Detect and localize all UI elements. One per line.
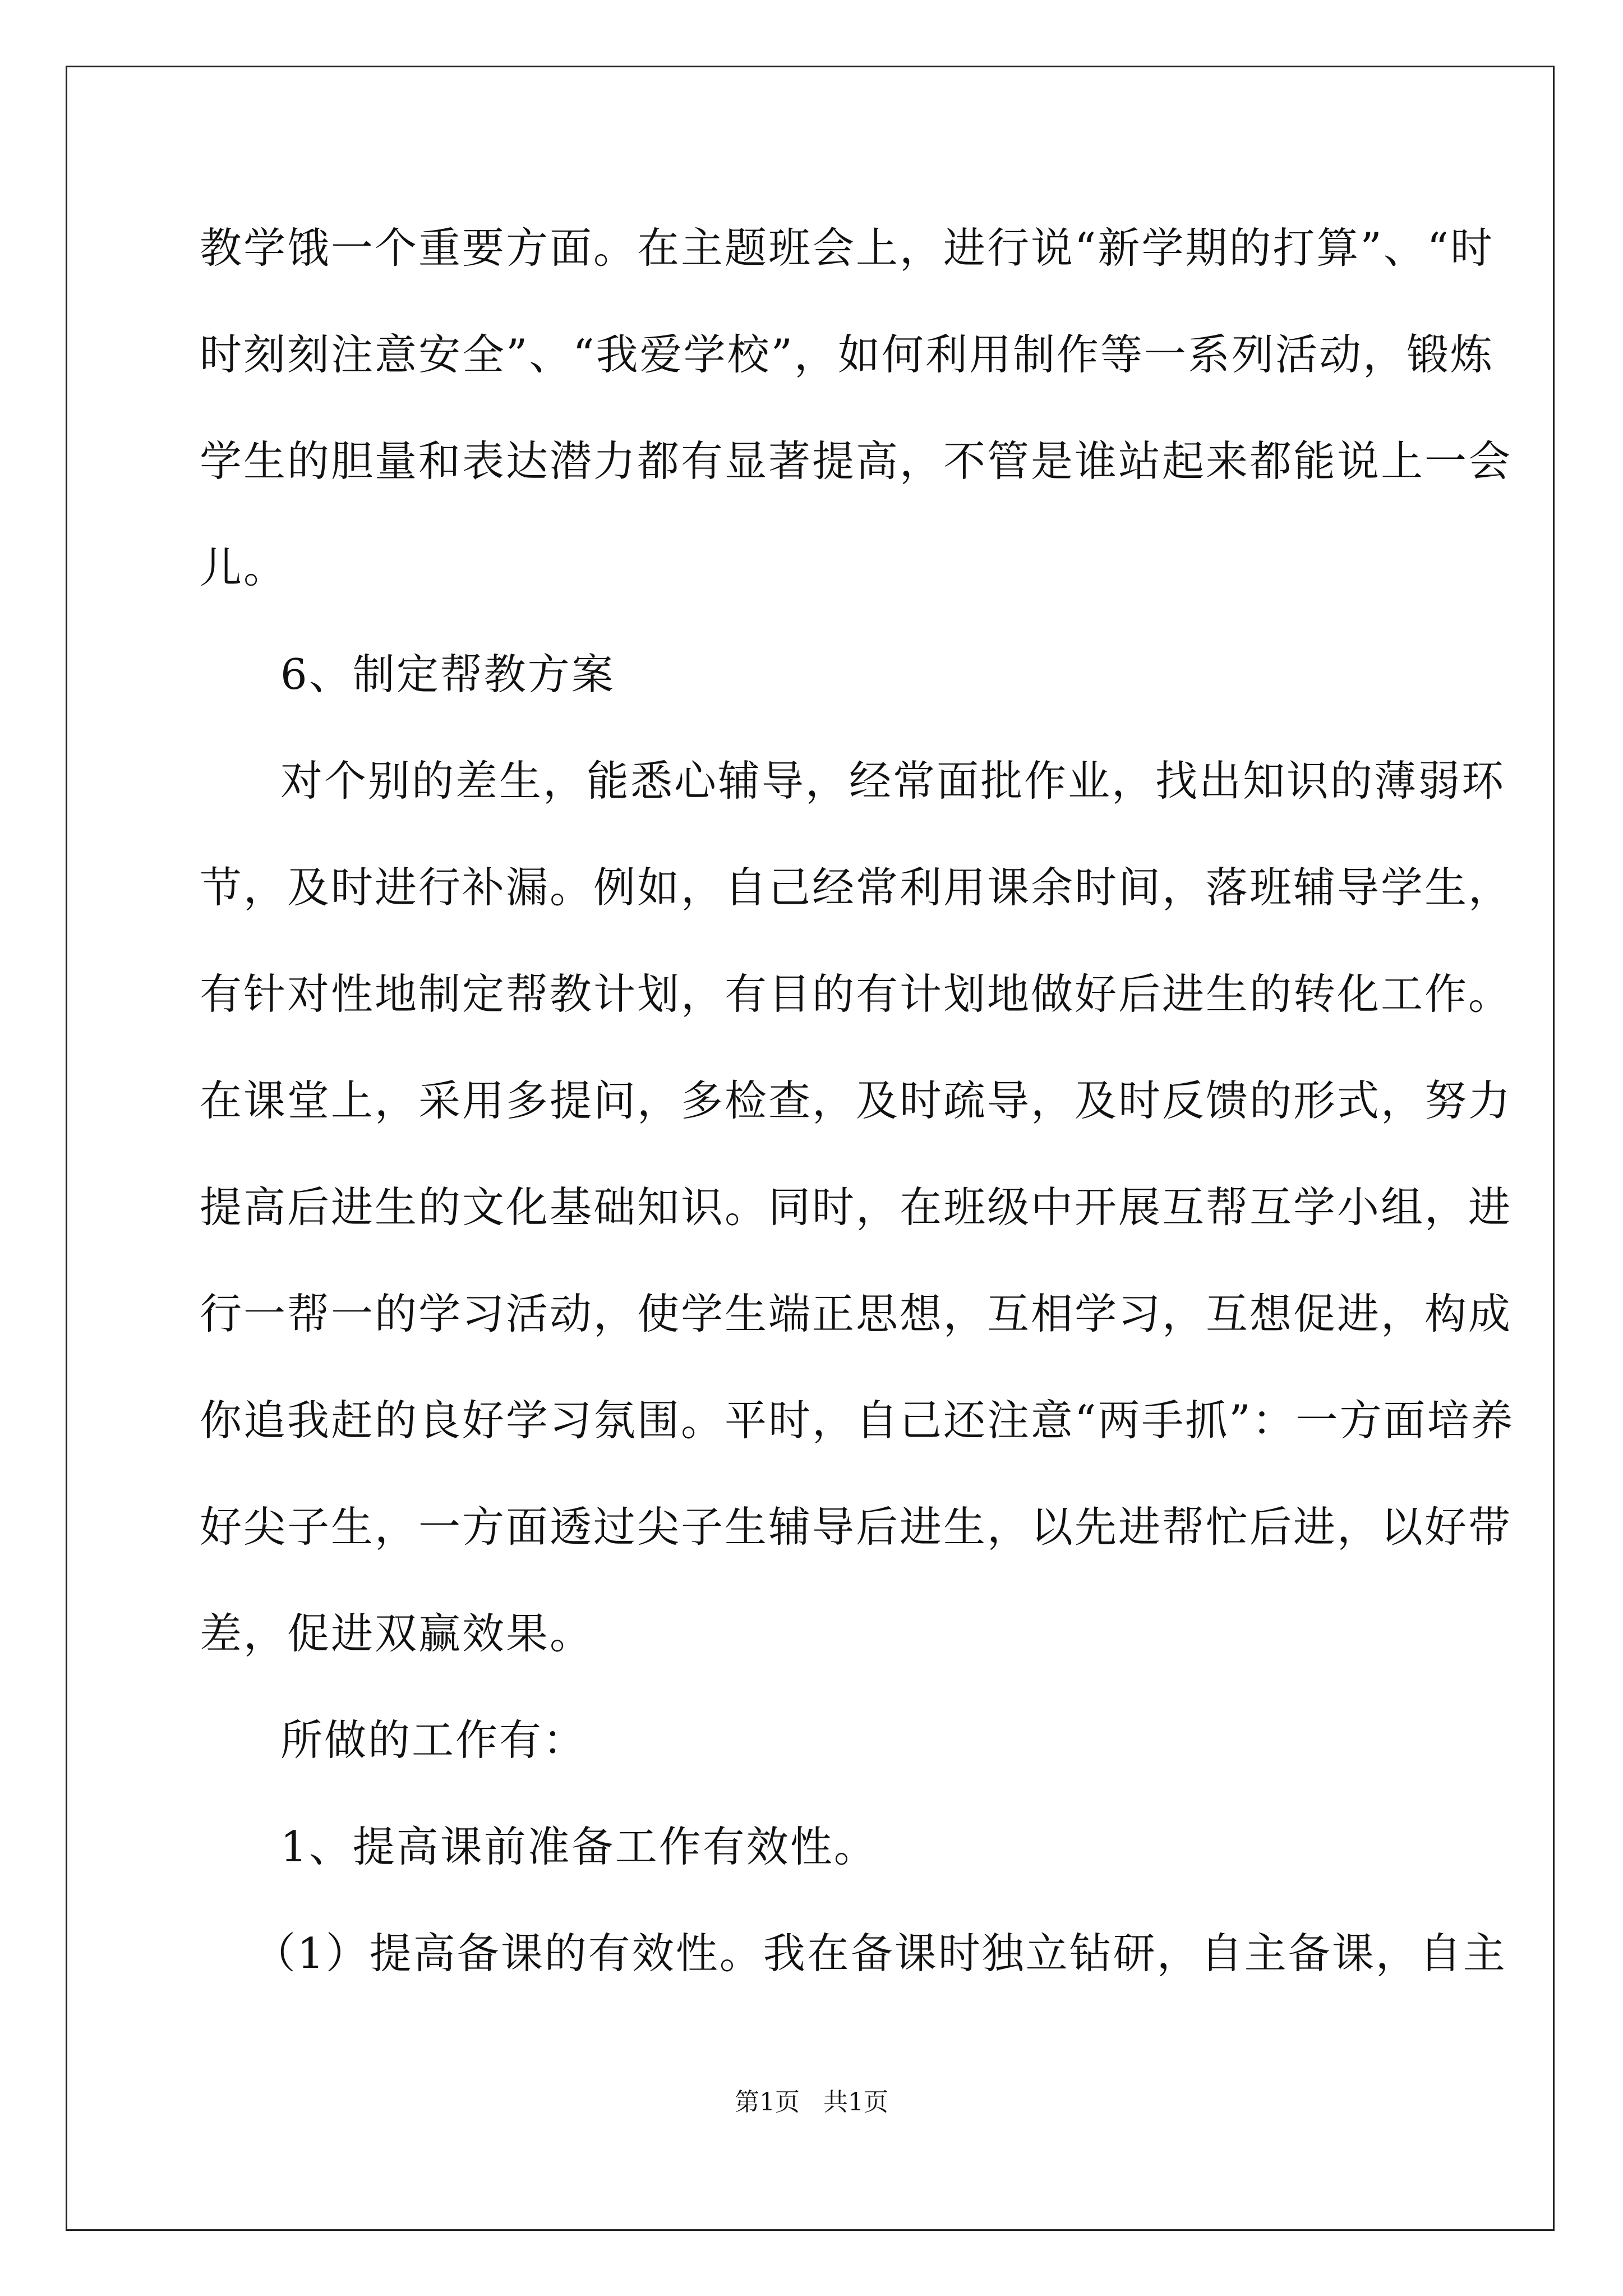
paragraph-line: 在课堂上，采用多提问，多检查，及时疏导，及时反馈的形式，努力 xyxy=(200,1076,1513,1125)
paragraph-line: 学生的胆量和表达潜力都有显著提高，不管是谁站起来都能说上一会 xyxy=(200,436,1513,486)
paragraph-line: 好尖子生，一方面透过尖子生辅导后进生，以先进帮忙后进，以好带 xyxy=(200,1502,1513,1552)
page-number-footer: 第1页 共1页 xyxy=(735,2088,888,2116)
paragraph-line: 节，及时进行补漏。例如，自己经常利用课余时间，落班辅导学生， xyxy=(200,863,1513,912)
paragraph-line: 有针对性地制定帮教计划，有目的有计划地做好后进生的转化工作。 xyxy=(200,969,1513,1019)
paragraph-line: 教学饿一个重要方面。在主题班会上，进行说“新学期的打算”、“时 xyxy=(200,223,1495,273)
list-item: 1、提高课前准备工作有效性。 xyxy=(280,1822,878,1871)
paragraph-line: 儿。 xyxy=(200,543,288,592)
paragraph-line: 时刻刻注意安全”、“我爱学校”，如何利用制作等一系列活动，锻炼 xyxy=(200,330,1495,379)
paragraph-line: 提高后进生的文化基础知识。同时，在班级中开展互帮互学小组，进 xyxy=(200,1182,1513,1232)
list-item: （1）提高备课的有效性。我在备课时独立钻研，自主备课，自主 xyxy=(253,1929,1507,1978)
paragraph-line: 差，促进双赢效果。 xyxy=(200,1609,594,1658)
paragraph-line: 行一帮一的学习活动，使学生端正思想，互相学习，互想促进，构成 xyxy=(200,1289,1513,1338)
paragraph-line: 你追我赶的良好学习氛围。平时，自己还注意“两手抓”：一方面培养 xyxy=(200,1396,1515,1445)
page-border xyxy=(66,66,1555,2231)
paragraph-line: 对个别的差生，能悉心辅导，经常面批作业，找出知识的薄弱环 xyxy=(280,756,1506,806)
section-heading: 6、制定帮教方案 xyxy=(280,650,615,699)
paragraph-line: 所做的工作有： xyxy=(280,1715,587,1765)
